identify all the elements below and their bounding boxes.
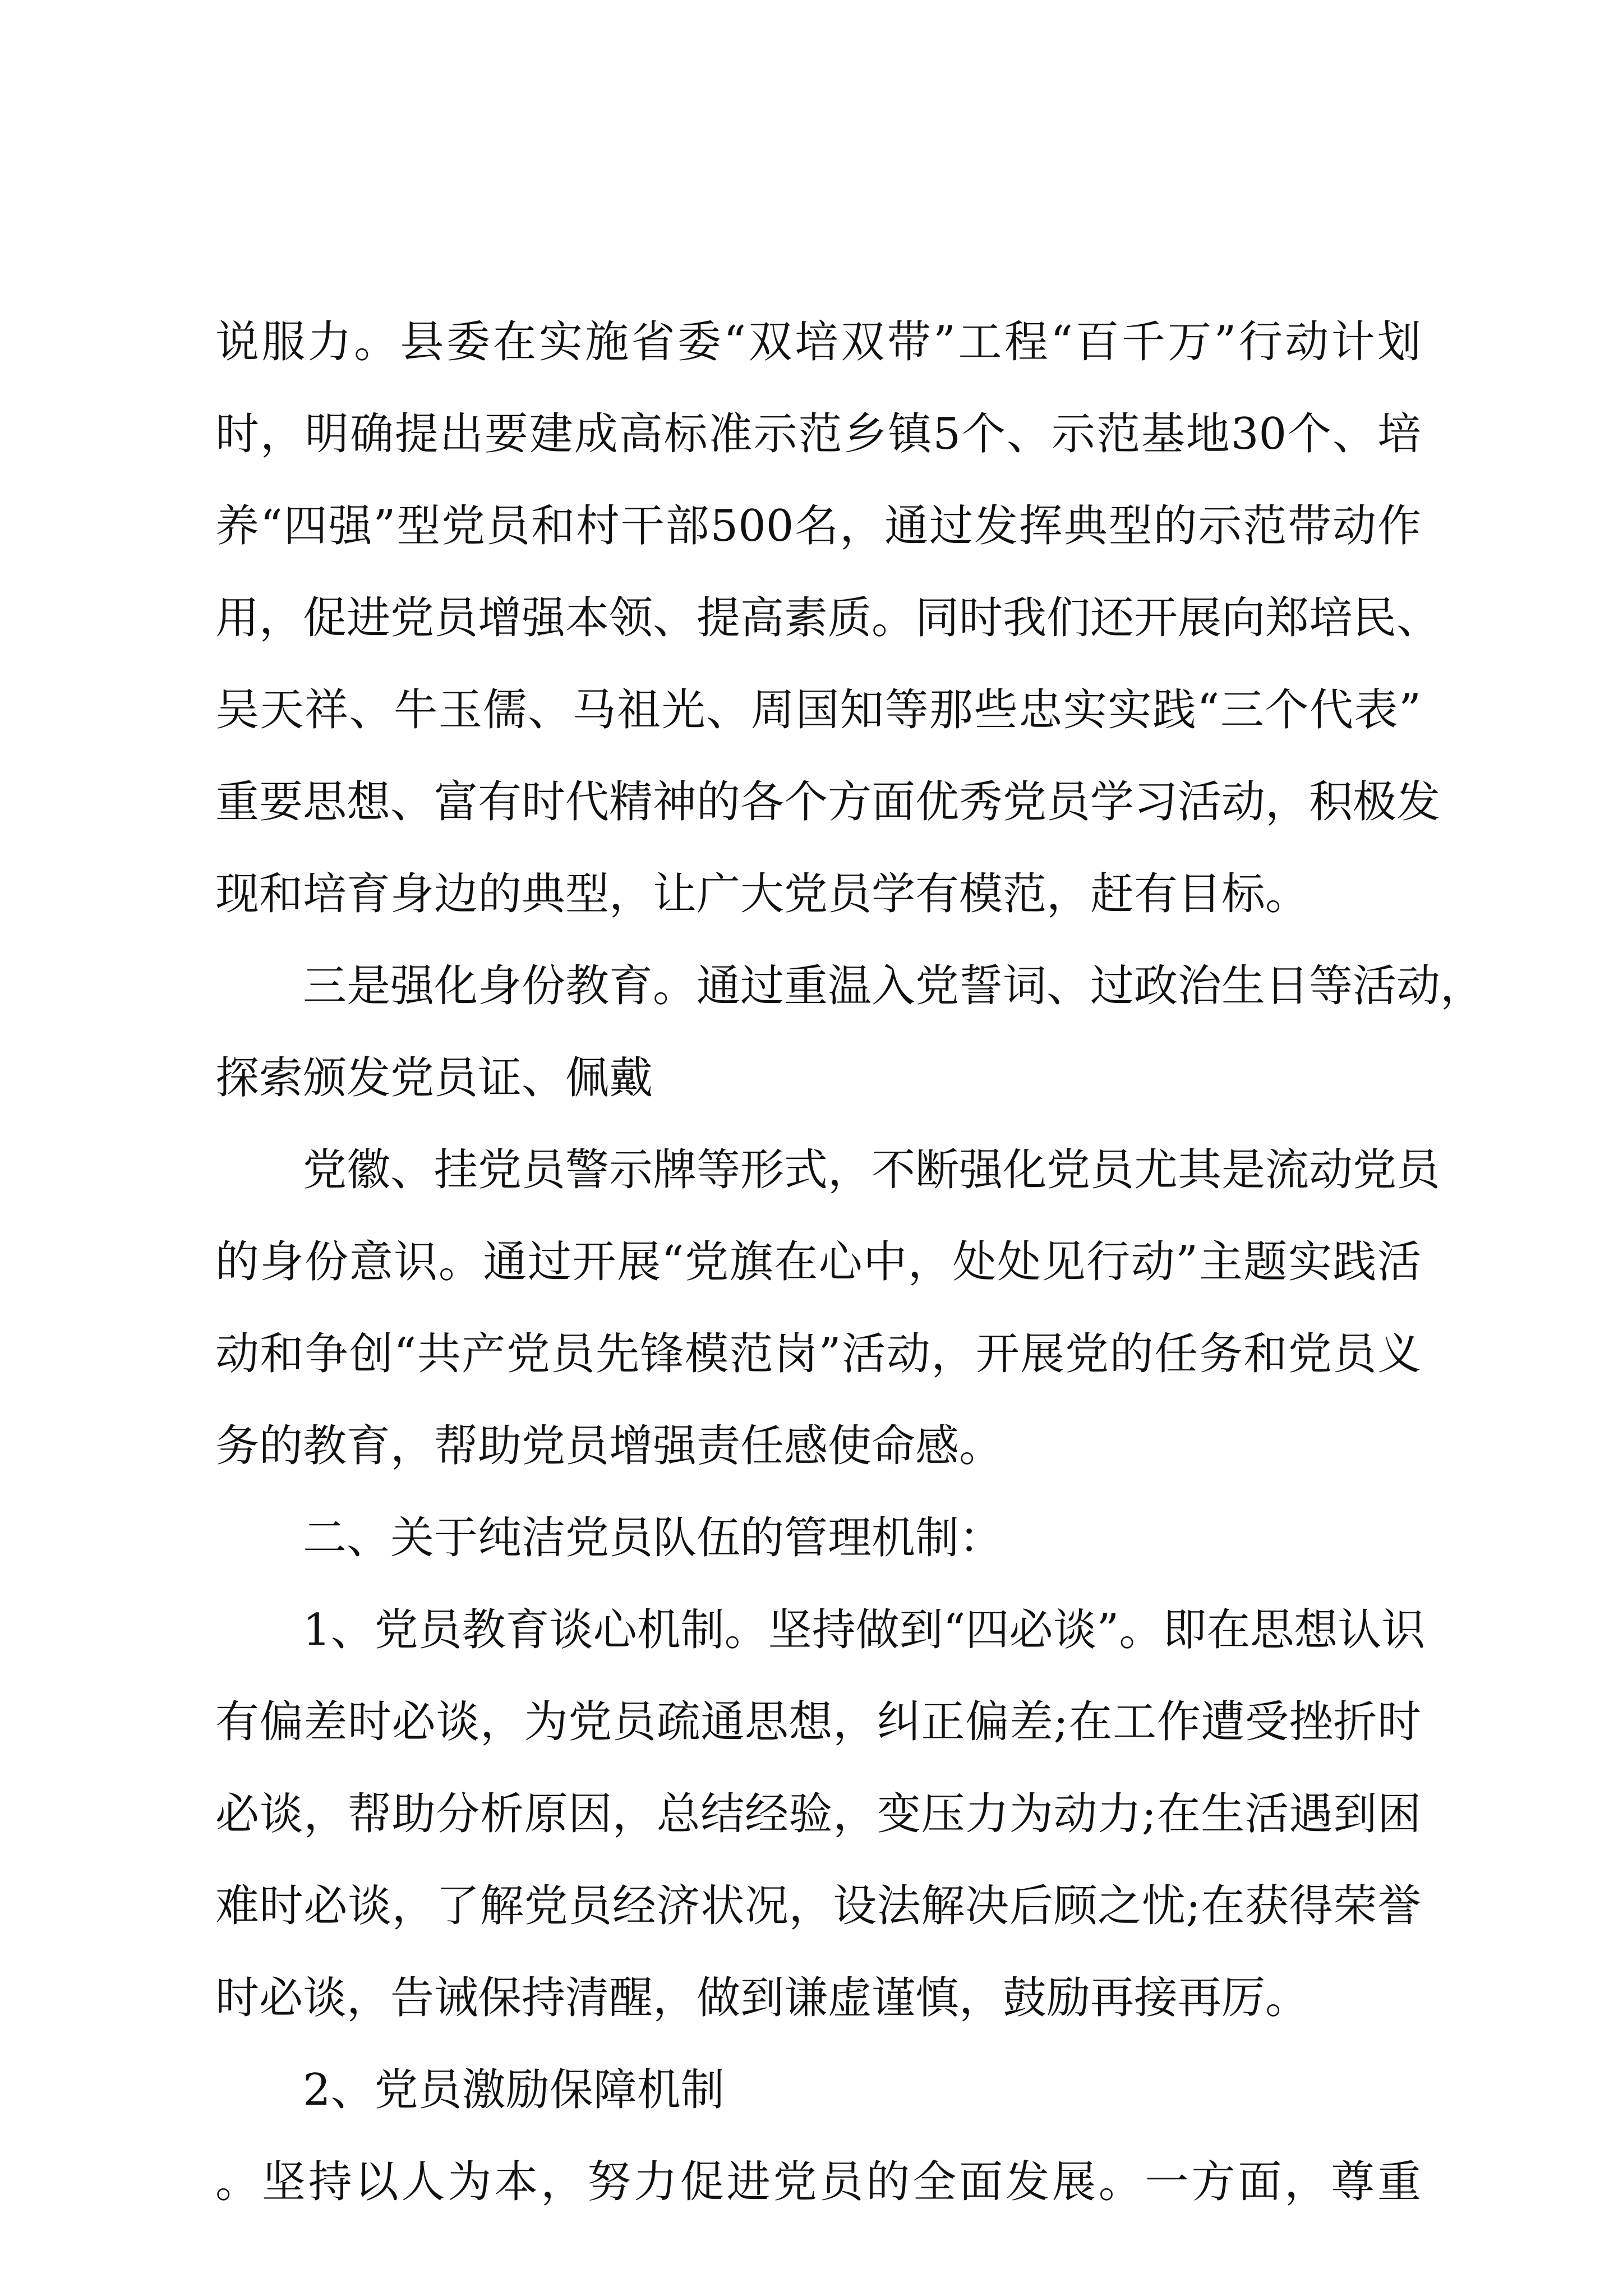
text-line: 说服力。县委在实施省委“双培双带”工程“百千万”行动计划 [215, 317, 1421, 367]
text-line: 养“四强”型党员和村干部500名，通过发挥典型的示范带动作 [215, 501, 1421, 551]
text-line: 现和培育身边的典型，让广大党员学有模范，赶有目标。 [215, 869, 1310, 919]
text-line: 动和争创“共产党员先锋模范岗”活动，开展党的任务和党员义 [215, 1329, 1421, 1379]
text-line: 三是强化身份教育。通过重温入党誓词、过政治生日等活动， [303, 961, 1484, 1011]
section-heading: 二、关于纯洁党员队伍的管理机制： [303, 1513, 1003, 1563]
text-line: 1、党员教育谈心机制。坚持做到“四必谈”。即在思想认识 [303, 1605, 1426, 1655]
text-line: 时，明确提出要建成高标准示范乡镇5个、示范基地30个、培 [215, 409, 1421, 459]
text-line: 有偏差时必谈，为党员疏通思想，纠正偏差;在工作遭受挫折时 [215, 1697, 1421, 1747]
text-line: 。坚持以人为本，努力促进党员的全面发展。一方面，尊重 [215, 2157, 1421, 2207]
text-line: 吴天祥、牛玉儒、马祖光、周国知等那些忠实实践“三个代表” [215, 685, 1421, 735]
text-line: 难时必谈，了解党员经济状况，设法解决后顾之忧;在获得荣誉 [215, 1881, 1421, 1931]
text-line: 必谈，帮助分析原因，总结经验，变压力为动力;在生活遇到困 [215, 1789, 1421, 1839]
text-line: 时必谈，告诫保持清醒，做到谦虚谨慎，鼓励再接再厉。 [215, 1973, 1310, 2023]
text-line: 用，促进党员增强本领、提高素质。同时我们还开展向郑培民、 [215, 593, 1441, 643]
text-line: 的身份意识。通过开展“党旗在心中，处处见行动”主题实践活 [215, 1237, 1421, 1287]
text-line: 2、党员激励保障机制 [303, 2065, 725, 2115]
text-line: 务的教育，帮助党员增强责任感使命感。 [215, 1421, 1003, 1471]
text-line: 重要思想、富有时代精神的各个方面优秀党员学习活动，积极发 [215, 777, 1441, 827]
text-line: 党徽、挂党员警示牌等形式，不断强化党员尤其是流动党员 [303, 1145, 1441, 1195]
text-line: 探索颁发党员证、佩戴 [215, 1053, 653, 1103]
